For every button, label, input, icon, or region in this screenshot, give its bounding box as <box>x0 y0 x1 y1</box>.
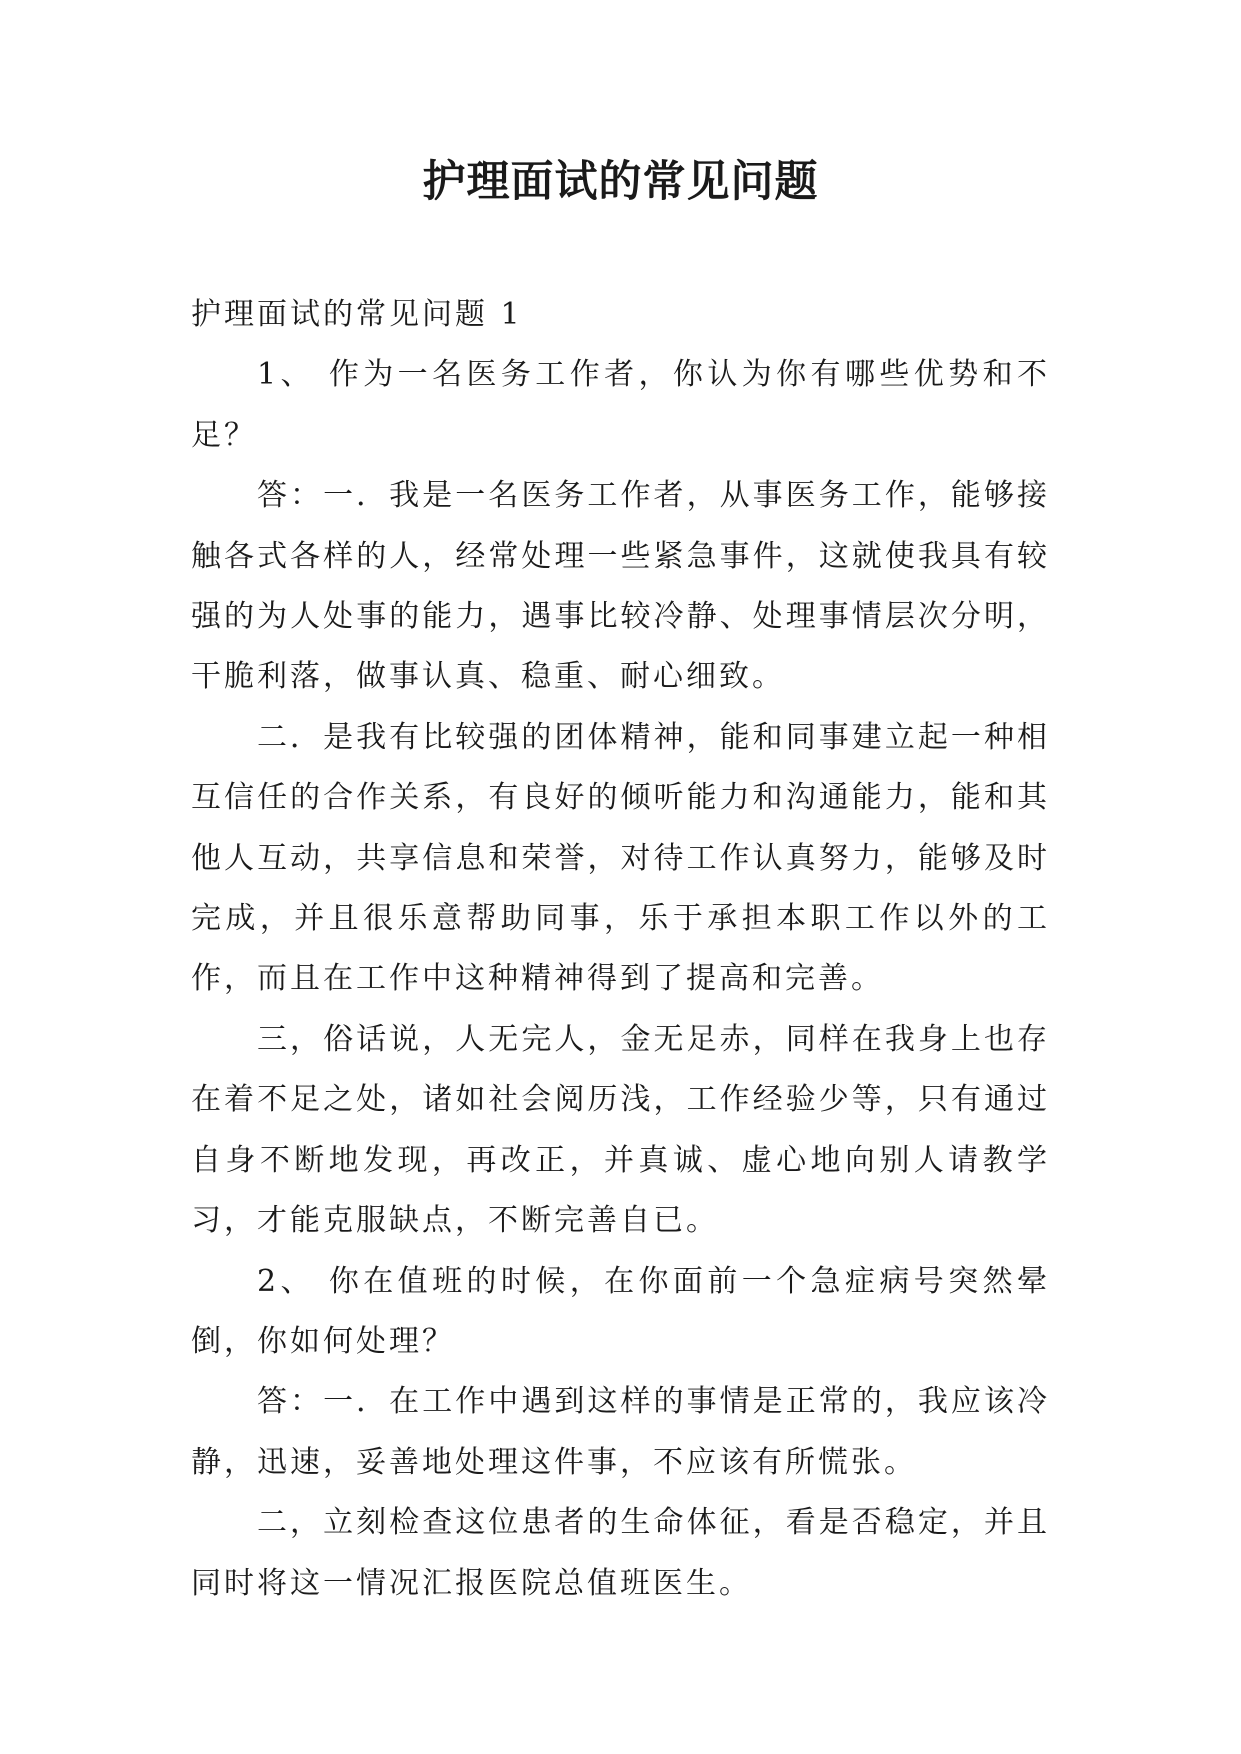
answer-1-point-2: 二．是我有比较强的团体精神，能和同事建立起一种相互信任的合作关系，有良好的倾听能力和沟通能力，能和其他人互动，共享信息和荣誉，对待工作认真努力，能够及时完成，并且很乐意帮助同事，乐于承担本职工作以外的工作，而且在工作中这种精神得到了提高和完善。 <box>191 719 1050 997</box>
question-2: 2、 你在值班的时候，在你面前一个急症病号突然晕倒，你如何处理？ <box>191 1263 1050 1359</box>
question-1: 1、 作为一名医务工作者，你认为你有哪些优势和不足？ <box>191 357 1050 453</box>
document-title: 护理面试的常见问题 <box>422 157 819 207</box>
answer-1-point-3: 三，俗话说，人无完人，金无足赤，同样在我身上也存在着不足之处，诸如社会阅历浅，工作经验少等，只有通过自身不断地发现，再改正，并真诚、虚心地向别人请教学习，才能克服缺点，不断完善自已。 <box>191 1021 1050 1239</box>
section-heading: 护理面试的常见问题 1 <box>191 297 523 332</box>
answer-1-point-1: 答：一．我是一名医务工作者，从事医务工作，能够接触各式各样的人，经常处理一些紧急事件，这就使我具有较强的为人处事的能力，遇事比较冷静、处理事情层次分明，干脆利落，做事认真、稳重、耐心细致。 <box>191 478 1050 695</box>
answer-2-point-1: 答：一．在工作中遇到这样的事情是正常的，我应该冷静，迅速，妥善地处理这件事，不应该有所慌张。 <box>191 1384 1050 1480</box>
answer-2-point-2: 二，立刻检查这位患者的生命体征，看是否稳定，并且同时将这一情况汇报医院总值班医生。 <box>191 1505 1050 1601</box>
document-body <box>191 285 1050 1614</box>
